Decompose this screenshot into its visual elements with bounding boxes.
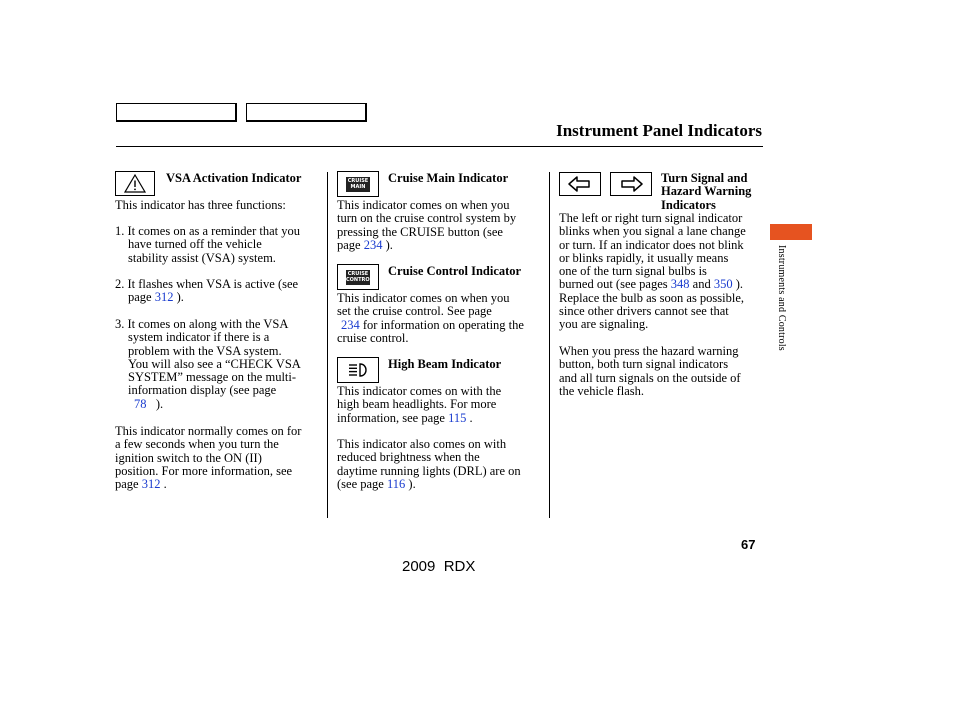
right-arrow-icon [610,172,652,196]
vsa-heading: VSA Activation Indicator [166,171,302,185]
cruise-control-icon: CRUISE CONTROL [337,264,379,290]
drl-text: This indicator also comes on with reduced brightness when the daytime running lights (DRL) are on (see page 116 ). [337,437,521,491]
turn-signal-heading: Turn Signal and Hazard Warning Indicators [661,171,752,212]
vsa-intro: This indicator has three functions: [115,198,286,212]
vsa-paragraph: This indicator normally comes on for a few seconds when you turn the ignition switch to the ON (II) position. For more information, see page 312 . [115,424,302,492]
page-link-115[interactable]: 115 [448,410,467,425]
high-beam-icon [337,357,379,383]
vsa-item-3: 3. It comes on along with the VSA system indicator if there is a problem with the VSA system. You will also see a “CHECK VSA SYSTEM” message on the multi- information display (see page 78 ). [115,317,301,411]
column-divider-2 [549,172,550,518]
nav-box-right[interactable] [246,103,367,122]
page-link-350[interactable]: 350 [713,277,733,292]
page-link-116[interactable]: 116 [386,476,406,491]
page-title: Instrument Panel Indicators [556,121,762,140]
nav-box-left[interactable] [116,103,237,122]
high-beam-text: This indicator comes on with the high beam headlights. For more information, see page 115 . [337,384,502,425]
section-label: Instruments and Controls [776,245,787,351]
title-rule [116,146,763,147]
page-number: 67 [741,537,756,552]
page-link-234[interactable]: 234 [363,237,383,252]
cruise-control-text: This indicator comes on when you set the cruise control. See page 234 for information on operating the cruise control. [337,291,524,345]
vsa-item-1: 1. It comes on as a reminder that you have turned off the vehicle stability assist (VSA) system. [115,224,301,265]
cruise-main-text: This indicator comes on when you turn on the cruise control system by pressing the CRUISE button (see page 234 ). [337,198,517,252]
page-link-312b[interactable]: 312 [141,477,161,492]
page-link-78[interactable]: 78 [134,396,147,411]
cruise-main-heading: Cruise Main Indicator [388,171,509,185]
warning-triangle-icon [115,171,155,196]
hazard-text: When you press the hazard warning button, both turn signal indicators and all turn signals on the outside of the vehicle flash. [559,344,741,398]
left-arrow-icon [559,172,601,196]
section-tab [770,224,812,240]
high-beam-heading: High Beam Indicator [388,357,502,371]
page-link-348[interactable]: 348 [670,277,690,292]
cruise-control-heading: Cruise Control Indicator [388,264,522,278]
turn-signal-text: The left or right turn signal indicator blinks when you signal a lane change or turn. If an indicator does not blink or blinks rapidly, it usually means one of the turn signal bulbs is burned out (see pages 348 and 350 ). Replace the bulb as soon as possible, since other drivers cannot see that you are signaling. [559,211,746,332]
cruise-main-icon: CRUISE MAIN [337,171,379,197]
vsa-item-2: 2. It flashes when VSA is active (see page 312 ). [115,277,299,305]
column-divider-1 [327,172,328,518]
page-link-234b[interactable]: 234 [341,317,360,332]
page-link-312[interactable]: 312 [154,290,174,305]
model-label: 2009 RDX [402,558,476,575]
